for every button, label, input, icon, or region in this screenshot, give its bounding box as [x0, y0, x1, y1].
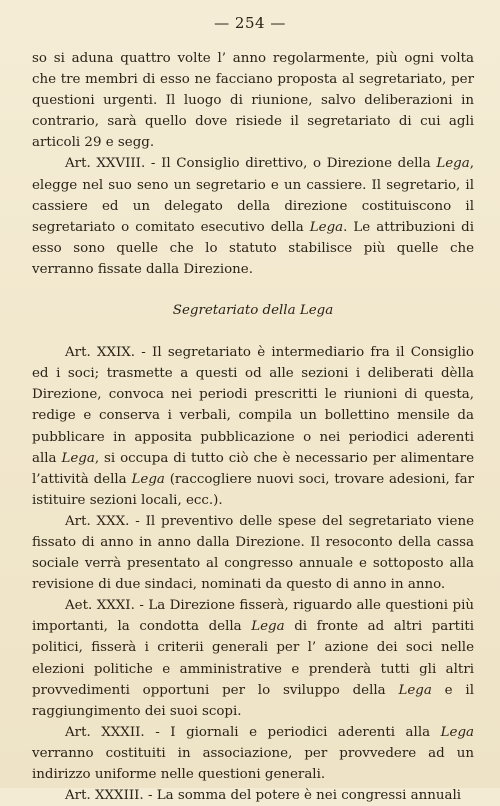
body-text	[32, 48, 474, 806]
article-label: Aet. XXXI.	[65, 598, 135, 614]
article-31: Aet. XXXI. - La Direzione fisserà, riguardo alle questioni più importanti, la condotta della Lega di fronte ad altri partiti politici, fisserà i criterii generali per l’ azione dei soci nelle elezioni politiche e amministrative e prenderà tutti gli altri provvedimenti opportuni per lo sviluppo della Lega e il raggiungimento dei suoi scopi.	[32, 598, 475, 719]
article-32: Art. XXXII. - I giornali e periodici aderenti alla Lega verranno costituiti in associazione, per provvedere ad un indirizzo uniforme nelle questioni generali.	[32, 724, 474, 782]
article-label: Art. XXXII.	[65, 724, 145, 740]
article-33: Art. XXXIII. - La somma del potere è nei congressi annuali	[65, 788, 462, 804]
article-label: Art. XXVIII.	[65, 156, 146, 172]
section-heading: Segretariato della Lega	[172, 303, 334, 319]
article-label: Art. XXIX.	[65, 345, 136, 361]
article-label: Art. XXXIII.	[65, 788, 144, 804]
article-30: Art. XXX. - Il preventivo delle spese del segretariato viene fissato di anno in anno dalla Direzione. Il resoconto della cassa sociale verrà presentato al congresso annuale e sottoposto alla revisione di due sindaci, nominati da questo di anno in anno.	[32, 513, 474, 593]
page-number: — 254 —	[214, 14, 286, 32]
article-29: Art. XXIX. - Il segretariato è intermediario fra il Consiglio ed i soci; trasmette a questi od alle sezioni i deliberati dèlla Direzione, convoca nei periodi prescritti le riunioni di questa, redige e conserva i verbali, compila un bollettino mensile da pubblicare in apposita pubblicazione o nei periodici aderenti alla Lega, si occupa di tutto ciò che è necessario per alimentare l’attività della Lega (raccogliere nuovi soci, trovare adesioni, far istituire sezioni locali, ecc.).	[32, 345, 474, 508]
article-label: Art. XXX.	[65, 513, 130, 529]
paragraph-continuation: so si aduna quattro volte l’ anno regolarmente, più ogni volta che tre membri di esso ne facciano proposta al segretariato, per questioni urgenti. Il luogo di riunione, salvo deliberazioni in contrario, sarà quello dove risiede il segretariato di cui agli articoli 29 e segg.	[32, 51, 474, 151]
article-28: Art. XXVIII. - Il Consiglio direttivo, o Direzione della Lega, elegge nel suo seno un segretario e un cassiere. Il segretario, il cassiere ed un delegato della direzione costituiscono il segretariato o comitato esecutivo della Lega. Le attribuzioni di esso sono quelle che lo statuto stabilisce più quelle che verranno fissate dalla Direzione.	[32, 156, 474, 277]
